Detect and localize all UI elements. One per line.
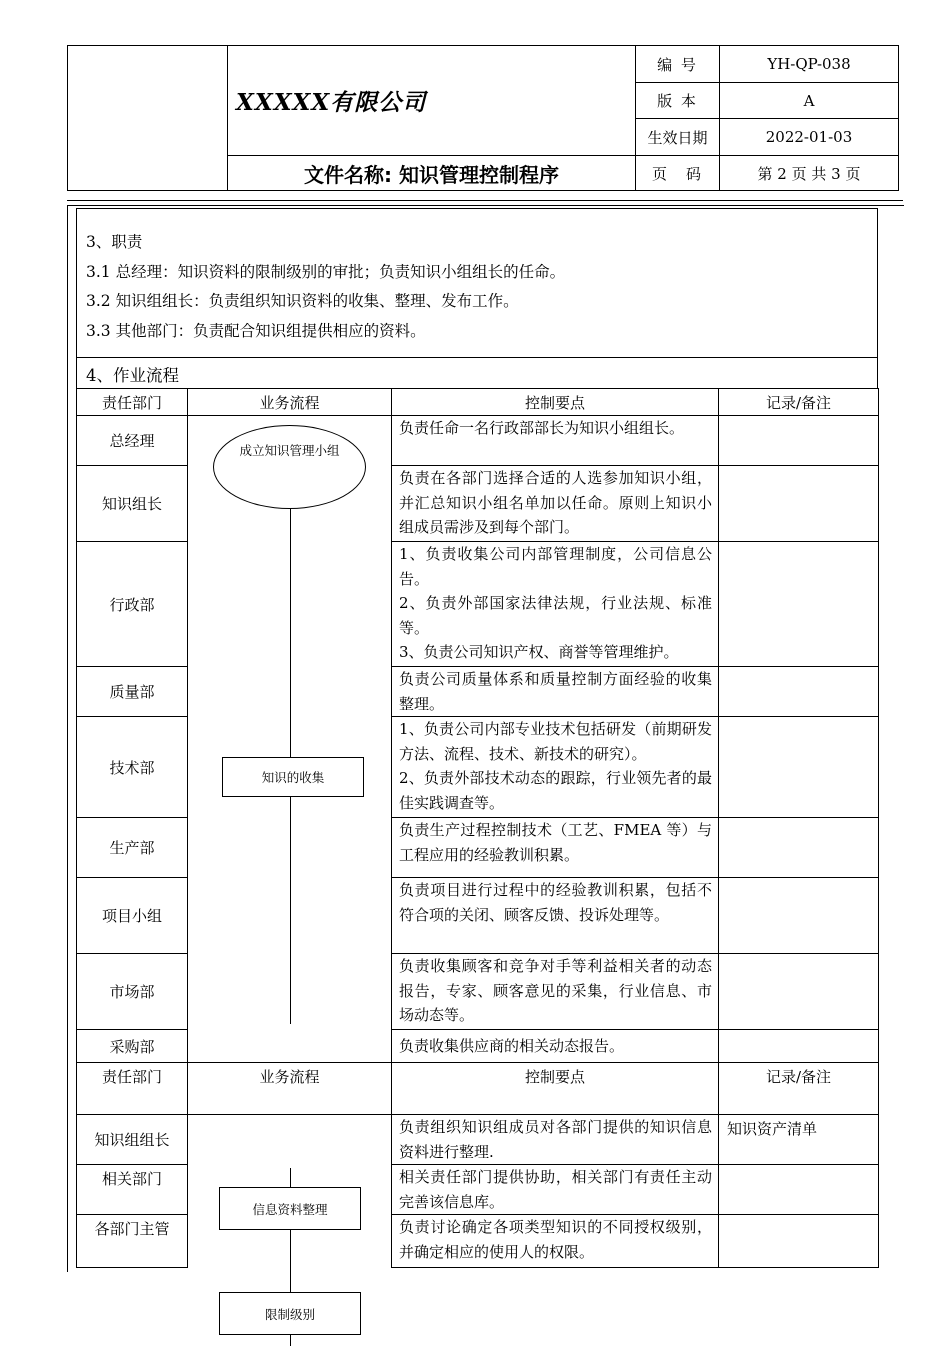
control-cell: 负责收集供应商的相关动态报告。 (392, 1030, 719, 1063)
field-value-version: A (720, 83, 899, 119)
dept-cell: 知识组长 (77, 466, 188, 542)
table-row (77, 542, 879, 667)
column-header-flow: 业务流程 (188, 1063, 392, 1115)
control-cell: 负责在各部门选择合适的人选参加知识小组，并汇总知识小组名单加以任命。原则上知识小组成员需涉及到每个部门。 (392, 466, 719, 542)
dept-cell: 项目小组 (77, 878, 188, 954)
document-header (67, 45, 899, 191)
record-cell (719, 667, 879, 717)
flow-connector (290, 1168, 291, 1188)
record-cell (719, 717, 879, 818)
field-label-page: 页 码 (636, 156, 720, 191)
record-cell (719, 416, 879, 466)
dept-cell: 采购部 (77, 1030, 188, 1063)
dept-cell: 生产部 (77, 818, 188, 878)
dept-cell: 知识组组长 (77, 1115, 188, 1165)
column-header-dept: 责任部门 (77, 1063, 188, 1115)
record-cell (719, 954, 879, 1030)
record-cell (719, 878, 879, 954)
control-cell: 负责生产过程控制技术（工艺、FMEA 等）与工程应用的经验教训积累。 (392, 818, 719, 878)
document-title: 文件名称: 知识管理控制程序 (228, 156, 636, 191)
dept-cell: 质量部 (77, 667, 188, 717)
dept-cell: 技术部 (77, 717, 188, 818)
control-cell: 负责任命一名行政部部长为知识小组组长。 (392, 416, 719, 466)
dept-cell: 市场部 (77, 954, 188, 1030)
field-value-effective-date: 2022-01-03 (720, 119, 899, 156)
dept-cell: 各部门主管 (77, 1215, 188, 1268)
control-cell: 负责组织知识组成员对各部门提供的知识信息资料进行整理. (392, 1115, 719, 1165)
control-cell: 负责项目进行过程中的经验教训积累，包括不符合项的关闭、顾客反馈、投诉处理等。 (392, 878, 719, 954)
control-cell: 1、负责公司内部专业技术包括研发（前期研发方法、流程、技术、新技术的研究）。 2、负责外部技术动态的跟踪，行业领先者的最佳实践调查等。 (392, 717, 719, 818)
table-header-row (77, 389, 879, 416)
section3-item: 3.2 知识组组长：负责组织知识资料的收集、整理、发布工作。 (86, 292, 519, 310)
column-header-record: 记录/备注 (719, 1063, 879, 1115)
section3-responsibilities (86, 228, 565, 346)
flow-connector (290, 1229, 291, 1293)
record-cell (719, 1215, 879, 1268)
section3-title: 3、职责 (86, 233, 143, 251)
logo-area (68, 46, 228, 191)
column-header-record: 记录/备注 (719, 389, 879, 416)
table-row (77, 416, 879, 466)
flow-connector (290, 1334, 291, 1346)
table-row (77, 1115, 879, 1165)
control-cell: 负责公司质量体系和质量控制方面经验的收集整理。 (392, 667, 719, 717)
table-header-row (77, 1063, 879, 1115)
section4-title: 4、作业流程 (86, 366, 179, 385)
column-header-dept: 责任部门 (77, 389, 188, 416)
field-value-number: YH-QP-038 (720, 46, 899, 83)
field-label-number: 编 号 (636, 46, 720, 83)
flow-connector (290, 796, 291, 1024)
flow-node-collect: 知识的收集 (222, 757, 364, 797)
dept-cell: 行政部 (77, 542, 188, 667)
field-label-effective-date: 生效日期 (636, 119, 720, 156)
record-cell (719, 1165, 879, 1215)
record-cell (719, 818, 879, 878)
flow-node-organize: 信息资料整理 (219, 1187, 361, 1230)
flow-connector (290, 508, 291, 758)
column-header-control: 控制要点 (392, 389, 719, 416)
dept-cell: 总经理 (77, 416, 188, 466)
column-header-flow: 业务流程 (188, 389, 392, 416)
flow-node-restriction: 限制级别 (219, 1292, 361, 1335)
dept-cell: 相关部门 (77, 1165, 188, 1215)
column-header-control: 控制要点 (392, 1063, 719, 1115)
company-name: XXXXX有限公司 (228, 46, 636, 156)
process-table (76, 388, 879, 1268)
field-label-version: 版 本 (636, 83, 720, 119)
section3-item: 3.1 总经理：知识资料的限制级别的审批；负责知识小组组长的任命。 (86, 262, 566, 281)
header-divider (67, 200, 903, 201)
record-cell: 知识资产清单 (719, 1115, 879, 1165)
field-value-page: 第 2 页 共 3 页 (720, 156, 899, 191)
flow-node-start: 成立知识管理小组 (213, 425, 366, 509)
record-cell (719, 466, 879, 542)
section4-heading-row (76, 357, 878, 389)
control-cell: 负责收集顾客和竞争对手等利益相关者的动态报告，专家、顾客意见的采集，行业信息、市场动态等。 (392, 954, 719, 1030)
record-cell (719, 542, 879, 667)
control-cell: 1、负责收集公司内部管理制度，公司信息公告。 2、负责外部国家法律法规，行业法规、标准等。 3、负责公司知识产权、商誉等管理维护。 (392, 542, 719, 667)
record-cell (719, 1030, 879, 1063)
section3-item: 3.3 其他部门：负责配合知识组提供相应的资料。 (86, 321, 426, 340)
control-cell: 负责讨论确定各项类型知识的不同授权级别，并确定相应的使用人的权限。 (392, 1215, 719, 1268)
control-cell: 相关责任部门提供协助，相关部门有责任主动完善该信息库。 (392, 1165, 719, 1215)
